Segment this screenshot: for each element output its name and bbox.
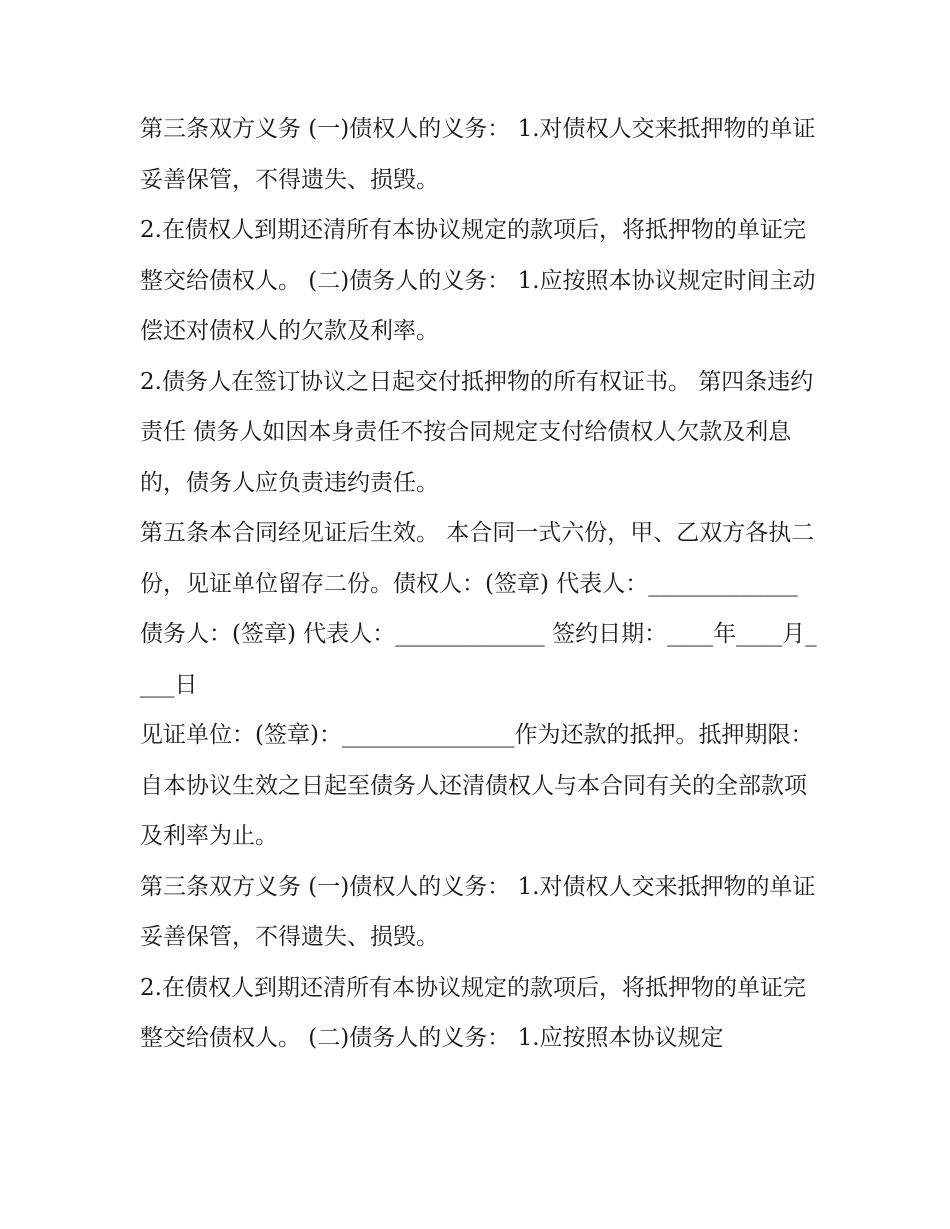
paragraph-creditor-obligations-repeat: 第三条双方义务 (一)债权人的义务： 1.对债权人交来抵押物的单证妥善保管，不得遗失、损毁。 bbox=[140, 873, 816, 950]
paragraph-witness-mortgage-term: 见证单位：(签章)：_______________作为还款的抵押。抵押期限：自本协议生效之日起至债务人还清债权人与本合同有关的全部款项及利率为止。 bbox=[140, 722, 814, 849]
paragraph-debtor-signature-date: 债务人：(签章) 代表人：_____________ 签约日期：____年____月____日 bbox=[140, 621, 817, 698]
document-body bbox=[140, 104, 820, 1064]
paragraph-creditor-obligations: 第三条双方义务 (一)债权人的义务： 1.对债权人交来抵押物的单证妥善保管，不得遗失、损毁。 bbox=[140, 116, 816, 193]
paragraph-effectiveness-creditor-signature: 第五条本合同经见证后生效。 本合同一式六份，甲、乙双方各执二份，见证单位留存二份。债权人：(签章) 代表人：_____________ bbox=[140, 520, 815, 597]
paragraph-breach-liability: 2.债务人在签订协议之日起交付抵押物的所有权证书。 第四条违约责任 债务人如因本身责任不按合同规定支付给债权人欠款及利息的，债务人应负责违约责任。 bbox=[140, 368, 814, 496]
paragraph-debtor-obligations: 2.在债权人到期还清所有本协议规定的款项后，将抵押物的单证完整交给债权人。 (二)债务人的义务： 1.应按照本协议规定时间主动偿还对债权人的欠款及利率。 bbox=[140, 217, 816, 344]
paragraph-debtor-obligations-repeat: 2.在债权人到期还清所有本协议规定的款项后，将抵押物的单证完整交给债权人。 (二)债务人的义务： 1.应按照本协议规定 bbox=[140, 974, 806, 1051]
